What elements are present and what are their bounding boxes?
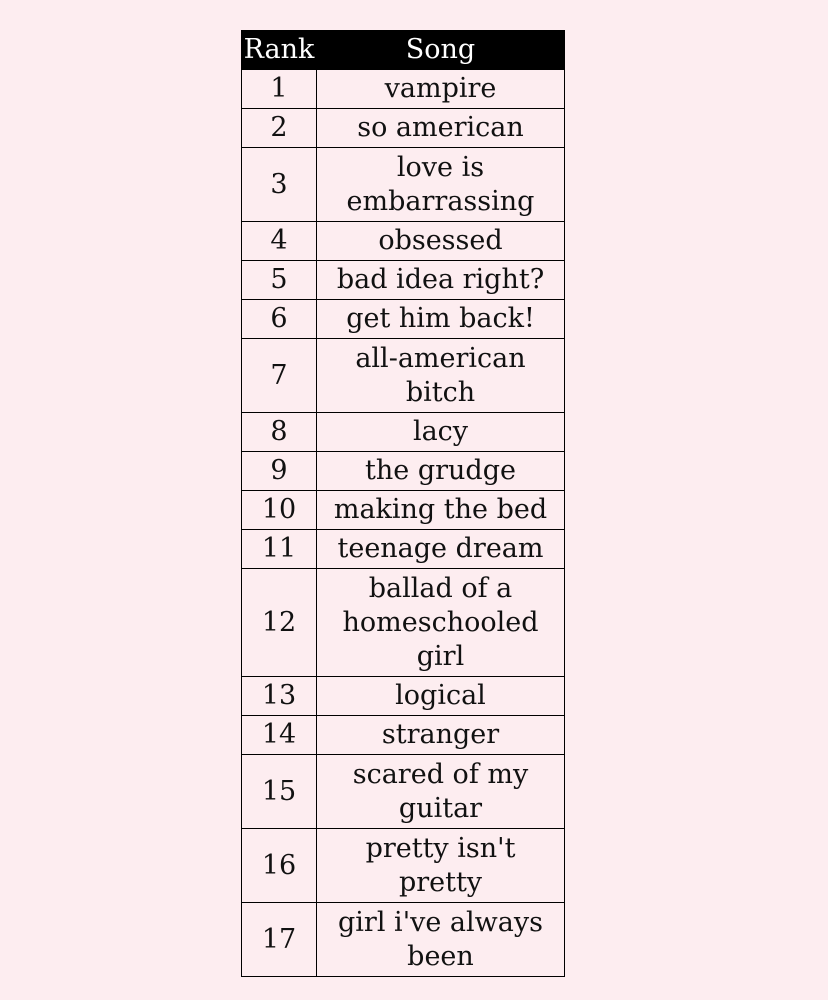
table-row xyxy=(242,677,565,716)
song-cell: pretty isn't pretty xyxy=(317,829,565,903)
song-cell: vampire xyxy=(317,70,565,109)
rank-cell: 15 xyxy=(242,755,317,829)
table-row xyxy=(242,452,565,491)
rank-cell: 8 xyxy=(242,413,317,452)
rank-cell: 4 xyxy=(242,222,317,261)
rank-cell: 3 xyxy=(242,148,317,222)
song-cell: scared of my guitar xyxy=(317,755,565,829)
rank-cell: 1 xyxy=(242,70,317,109)
table-header-row xyxy=(242,31,565,70)
song-cell: stranger xyxy=(317,716,565,755)
table-row xyxy=(242,903,565,977)
rank-cell: 12 xyxy=(242,569,317,677)
song-cell: bad idea right? xyxy=(317,261,565,300)
rank-cell: 5 xyxy=(242,261,317,300)
song-ranking-table xyxy=(241,30,565,977)
rank-cell: 14 xyxy=(242,716,317,755)
table-row xyxy=(242,530,565,569)
rank-column-header: Rank xyxy=(242,31,317,70)
rank-cell: 16 xyxy=(242,829,317,903)
table-row xyxy=(242,569,565,677)
song-cell: love is embarrassing xyxy=(317,148,565,222)
table-row xyxy=(242,109,565,148)
table-row xyxy=(242,491,565,530)
song-cell: ballad of a homeschooled girl xyxy=(317,569,565,677)
rank-cell: 6 xyxy=(242,300,317,339)
rank-cell: 7 xyxy=(242,339,317,413)
song-cell: making the bed xyxy=(317,491,565,530)
rank-cell: 10 xyxy=(242,491,317,530)
song-cell: all-american bitch xyxy=(317,339,565,413)
table-row xyxy=(242,261,565,300)
table-row xyxy=(242,413,565,452)
rank-cell: 11 xyxy=(242,530,317,569)
song-cell: so american xyxy=(317,109,565,148)
song-cell: lacy xyxy=(317,413,565,452)
song-column-header: Song xyxy=(317,31,565,70)
song-cell: the grudge xyxy=(317,452,565,491)
table-row xyxy=(242,829,565,903)
table-row xyxy=(242,222,565,261)
song-cell: logical xyxy=(317,677,565,716)
rank-cell: 17 xyxy=(242,903,317,977)
rank-cell: 9 xyxy=(242,452,317,491)
song-cell: get him back! xyxy=(317,300,565,339)
rank-cell: 2 xyxy=(242,109,317,148)
song-cell: teenage dream xyxy=(317,530,565,569)
table-row xyxy=(242,148,565,222)
table-row xyxy=(242,755,565,829)
song-cell: girl i've always been xyxy=(317,903,565,977)
table-row xyxy=(242,300,565,339)
table-row xyxy=(242,716,565,755)
table-row xyxy=(242,70,565,109)
table-row xyxy=(242,339,565,413)
rank-cell: 13 xyxy=(242,677,317,716)
song-cell: obsessed xyxy=(317,222,565,261)
